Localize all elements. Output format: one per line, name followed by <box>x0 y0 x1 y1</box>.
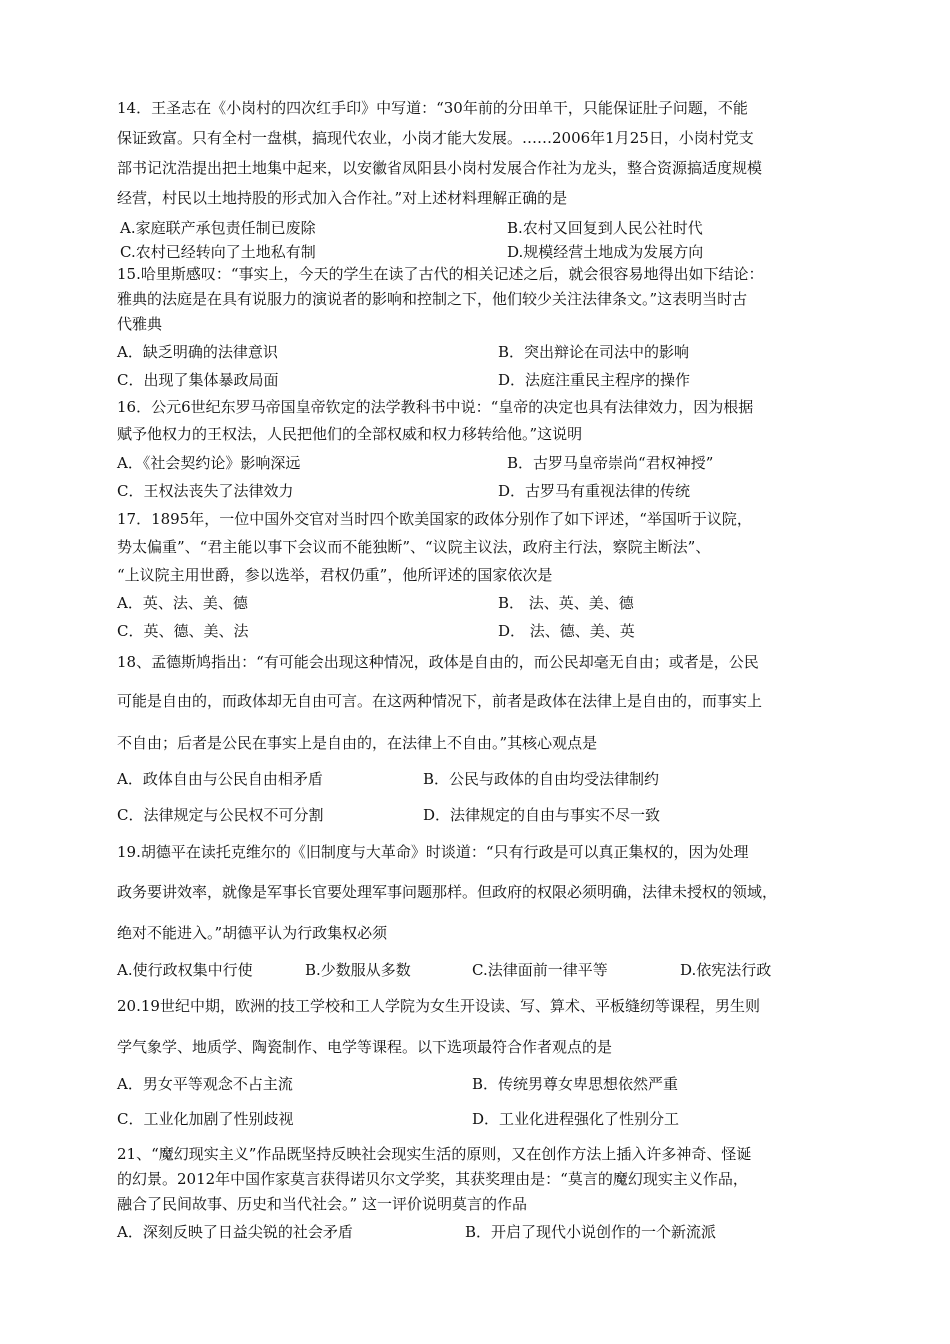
option-a: A.使行政权集中行使 <box>117 961 253 979</box>
question-stem-line: 代雅典 <box>117 315 163 333</box>
question-stem-line: 绝对不能进入。”胡德平认为行政集权必须 <box>117 924 388 942</box>
question-stem-line: 部书记沈浩提出把土地集中起来，以安徽省凤阳县小岗村发展合作社为龙头，整合资源搞适度规模 <box>117 159 763 177</box>
option-b: B.农村又回复到人民公社时代 <box>507 219 703 237</box>
option-d: D．法律规定的自由与事实不尽一致 <box>423 806 661 824</box>
question-stem-line: 融合了民间故事、历史和当代社会。” 这一评价说明莫言的作品 <box>117 1195 527 1213</box>
option-d: D．法庭注重民主程序的操作 <box>498 371 691 389</box>
option-b: B．公民与政体的自由均受法律制约 <box>423 770 660 788</box>
question-stem-line: 势太偏重”、“君主能以事下会议而不能独断”、“议院主议法，政府主行法，察院主断法”、 <box>117 538 711 556</box>
question-stem-line: 17．1895年，一位中国外交官对当时四个欧美国家的政体分别作了如下评述，“举国听于议院， <box>117 510 752 528</box>
question-stem-line: 赋予他权力的王权法，人民把他们的全部权威和权力移转给他。”这说明 <box>117 425 583 443</box>
option-a: A.家庭联产承包责任制已废除 <box>120 219 316 237</box>
option-a: A．深刻反映了日益尖锐的社会矛盾 <box>117 1223 353 1241</box>
option-d: D． 法、德、美、英 <box>498 622 635 640</box>
option-b: B．古罗马皇帝崇尚“君权神授” <box>507 454 714 472</box>
option-d: D．工业化进程强化了性别分工 <box>472 1110 680 1128</box>
option-a: A．英、法、美、德 <box>117 594 248 612</box>
option-d: D．古罗马有重视法律的传统 <box>498 482 691 500</box>
question-stem-line: 雅典的法庭是在具有说服力的演说者的影响和控制之下，他们较少关注法律条文。”这表明当时古 <box>117 290 748 308</box>
question-stem-line: 19.胡德平在读托克维尔的《旧制度与大革命》时谈道：“只有行政是可以真正集权的，因为处理 <box>117 843 749 861</box>
option-b: B．突出辩论在司法中的影响 <box>498 343 690 361</box>
option-b: B． 法、英、美、德 <box>498 594 634 612</box>
question-stem-line: 20.19世纪中期，欧洲的技工学校和工人学院为女生开设读、写、算术、平板缝纫等课程，男生则 <box>117 997 760 1015</box>
question-stem-line: 政务要讲效率，就像是军事长官要处理军事问题那样。但政府的权限必须明确，法律未授权的领域， <box>117 883 778 901</box>
option-b: B．传统男尊女卑思想依然严重 <box>472 1075 679 1093</box>
question-stem-line: 18、孟德斯鸠指出：“有可能会出现这种情况，政体是自由的，而公民却毫无自由；或者是，公民 <box>117 653 759 671</box>
option-c: C．法律规定与公民权不可分割 <box>117 806 324 824</box>
option-c: C．工业化加剧了性别歧视 <box>117 1110 294 1128</box>
question-stem-line: 学气象学、地质学、陶瓷制作、电学等课程。以下选项最符合作者观点的是 <box>117 1038 613 1056</box>
option-a: A．男女平等观念不占主流 <box>117 1075 293 1093</box>
question-stem-line: 21、“魔幻现实主义”作品既坚持反映社会现实生活的原则，又在创作方法上插入许多神奇、怪诞 <box>117 1145 752 1163</box>
question-stem-line: 15.哈里斯感叹：“事实上，今天的学生在读了古代的相关记述之后，就会很容易地得出如下结论： <box>117 265 764 283</box>
option-c: C．王权法丧失了法律效力 <box>117 482 294 500</box>
option-c: C.农村已经转向了土地私有制 <box>120 243 316 261</box>
option-c: C．英、德、美、法 <box>117 622 249 640</box>
question-stem-line: 保证致富。只有全村一盘棋，搞现代农业，小岗才能大发展。……2006年1月25日，小岗村党支 <box>117 129 754 147</box>
option-c: C.法律面前一律平等 <box>472 961 608 979</box>
question-stem-line: “上议院主用世爵，参以选举，君权仍重”，他所评述的国家依次是 <box>117 566 553 584</box>
question-stem-line: 经营，村民以土地持股的形式加入合作社。”对上述材料理解正确的是 <box>117 189 568 207</box>
option-a: A．政体自由与公民自由相矛盾 <box>117 770 323 788</box>
option-a: A．《社会契约论》影响深远 <box>117 454 301 472</box>
question-stem-line: 可能是自由的，而政体却无自由可言。在这两种情况下，前者是政体在法律上是自由的，而事实上 <box>117 692 763 710</box>
question-stem-line: 不自由；后者是公民在事实上是自由的，在法律上不自由。”其核心观点是 <box>117 734 598 752</box>
question-stem-line: 14．王圣志在《小岗村的四次红手印》中写道：“30年前的分田单干，只能保证肚子问题，不能 <box>117 99 748 117</box>
question-stem-line: 的幻景。2012年中国作家莫言获得诺贝尔文学奖，其获奖理由是：“莫言的魔幻现实主义作品， <box>117 1170 748 1188</box>
option-b: B．开启了现代小说创作的一个新流派 <box>465 1223 717 1241</box>
option-c: C．出现了集体暴政局面 <box>117 371 279 389</box>
option-d: D.依宪法行政 <box>680 961 772 979</box>
option-b: B.少数服从多数 <box>305 961 411 979</box>
question-stem-line: 16．公元6世纪东罗马帝国皇帝钦定的法学教科书中说：“皇帝的决定也具有法律效力，因为根据 <box>117 398 754 416</box>
option-a: A．缺乏明确的法律意识 <box>117 343 278 361</box>
option-d: D.规模经营土地成为发展方向 <box>507 243 704 261</box>
